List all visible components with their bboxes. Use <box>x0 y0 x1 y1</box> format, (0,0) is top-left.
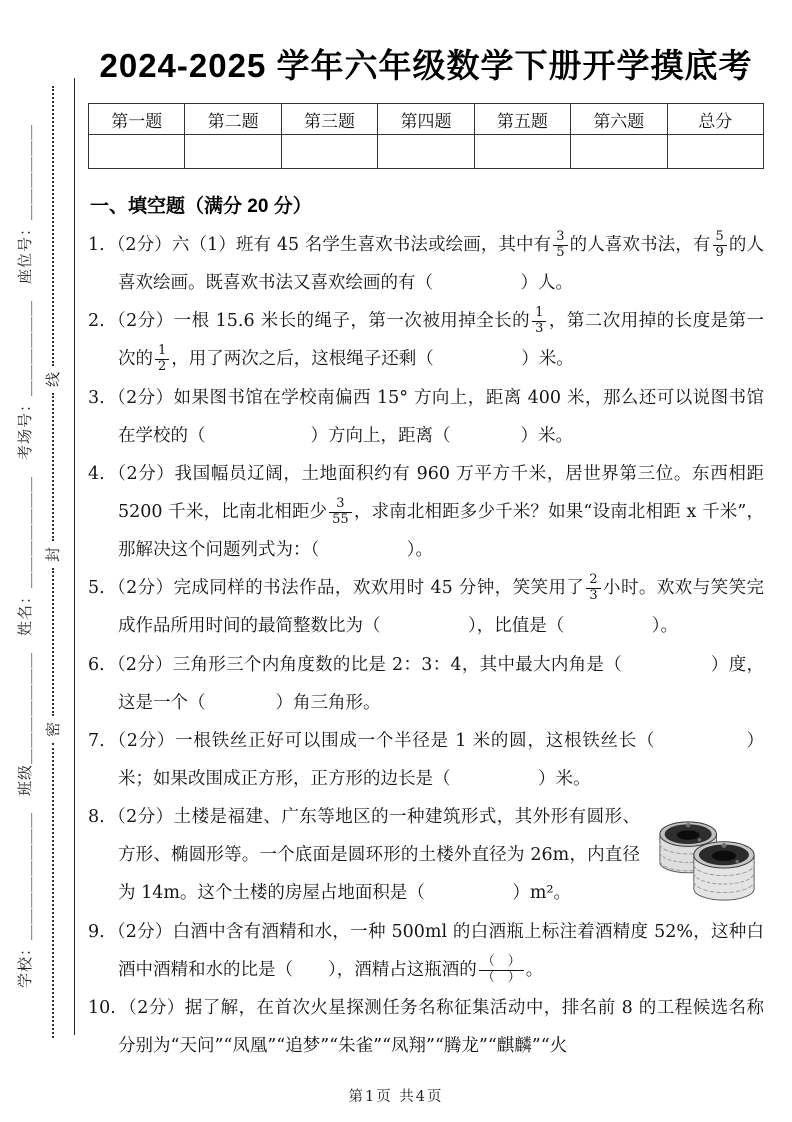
score-cell <box>667 135 763 169</box>
score-header-q6: 第六题 <box>571 104 667 135</box>
fraction: $\frac{3}{55}$ <box>329 497 352 528</box>
score-cell <box>571 135 667 169</box>
score-table <box>88 103 764 169</box>
fraction: $\frac{1}{3}$ <box>532 306 546 337</box>
question-number: 1. <box>88 235 105 255</box>
question-number: 10. <box>88 997 116 1018</box>
questions-list <box>88 226 764 1065</box>
question-7: 7. （2分）一根铁丝正好可以围成一个半径是 1 米的圆，这根铁丝长（ ）米；如果改围成正方形，正方形的边长是（ ）米。 <box>88 730 764 789</box>
score-table-header-row <box>89 104 764 135</box>
tulou-buildings-image <box>650 804 764 902</box>
seal-dotted-segment <box>52 743 54 1038</box>
seal-dotted-segment <box>52 568 54 716</box>
score-cell <box>185 135 281 169</box>
seal-dotted-line <box>44 86 62 1038</box>
seal-char-mi: 密 <box>44 721 63 737</box>
seal-char-feng: 封 <box>44 547 63 563</box>
question-6: 6. （2分）三角形三个内角度数的比是 2：3：4，其中最大内角是（ ）度，这是一个（ ）角三角形。 <box>88 654 764 713</box>
section-heading: 一、填空题（满分 20 分） <box>90 196 312 217</box>
question-5: 5. （2分）完成同样的书法作品，欢欢用时 45 分钟，笑笑用了 $\frac{2}{3}$ 小时。欢欢与笑笑完成作品所用时间的最简整数比为（ ），比值是（ ）。 <box>88 572 764 637</box>
fraction: $\frac{1}{2}$ <box>155 344 169 375</box>
student-info-fields: 学校：＿＿＿＿＿＿＿＿ 班级＿＿＿＿＿＿＿ 姓名：＿＿＿＿＿＿＿ 考场号：＿＿＿＿＿＿ 座位号：＿＿＿＿＿＿ <box>16 123 34 988</box>
question-10: 10. （2分）据了解，在首次火星探测任务名称征集活动中，排名前 8 的工程候选名称分别为“天问”“凤凰”“追梦”“朱雀”“凤翔”“腾龙”“麒麟”“火 <box>88 997 764 1056</box>
score-cell <box>89 135 185 169</box>
tulou-front-tower <box>694 842 754 900</box>
fraction: $\frac{5}{9}$ <box>713 230 727 261</box>
page-title: 2024-2025 学年六年级数学下册开学摸底考 <box>99 47 753 84</box>
score-header-q2: 第二题 <box>185 104 281 135</box>
question-3: 3. （2分）如果图书馆在学校南偏西 15° 方向上，距离 400 米，那么还可以说图书馆在学校的（ ）方向上，距离（ ）米。 <box>88 387 764 446</box>
seal-dotted-segment <box>52 86 54 366</box>
question-number: 4. <box>88 463 105 484</box>
seal-dotted-segment <box>52 393 54 541</box>
score-header-q4: 第四题 <box>378 104 474 135</box>
question-1: 1. （2分）六（1）班有 45 名学生喜欢书法或绘画，其中有 $\frac{3}{5}$ 的人喜欢书法，有 $\frac{5}{9}$ 的人喜欢绘画。既喜欢书法又喜欢绘画的有（ ）人。 <box>88 229 764 294</box>
question-2: 2. （2分）一根 15.6 米长的绳子，第一次被用掉全长的 $\frac{1}{3}$ ，第二次用掉的长度是第一次的 $\frac{1}{2}$ ，用了两次之后，这根绳子还剩（ ）米。 <box>88 305 764 375</box>
question-number: 8. <box>88 807 105 828</box>
score-cell <box>281 135 377 169</box>
fraction: $\frac{3}{5}$ <box>553 230 567 261</box>
question-number: 5. <box>88 578 105 599</box>
score-header-q1: 第一题 <box>89 104 185 135</box>
question-4: 4. （2分）我国幅员辽阔，土地面积约有 960 万平方千米，居世界第三位。东西相距 5200 千米，比南北相距少 $\frac{3}{55}$ ，求南北相距多少千米？如果“设南北相距 x 千米”，那解决这个问题列式为：（ ）。 <box>88 463 764 561</box>
score-cell <box>474 135 570 169</box>
score-header-q3: 第三题 <box>281 104 377 135</box>
question-number: 3. <box>88 387 105 408</box>
question-number: 7. <box>88 730 105 751</box>
question-number: 2. <box>88 311 105 332</box>
question-number: 6. <box>88 654 105 675</box>
score-cell <box>378 135 474 169</box>
question-8: 8. （2分）土楼是福建、广东等地区的一种建筑形式，其外形有圆形、方形、椭圆形等。一个底面是圆环形的土楼外直径为 26m，内直径为 14m。这个土楼的房屋占地面积是（ ）m²。 <box>88 798 764 912</box>
page-number: 第1页 共4页 <box>348 1089 444 1105</box>
fraction: $\frac{2}{3}$ <box>586 573 600 604</box>
margin-border-line <box>74 78 75 1035</box>
question-number: 9. <box>88 921 105 942</box>
score-header-total: 总分 <box>667 104 763 135</box>
fraction: $\frac{( )}{( )}$ <box>479 955 524 986</box>
exam-page <box>88 40 764 1065</box>
score-table-value-row <box>89 135 764 169</box>
question-9: 9. （2分）白酒中含有酒精和水，一种 500ml 的白酒瓶上标注着酒精度 52%，这种白酒中酒精和水的比是（ ），酒精占这瓶酒的 $\frac{( )}{( )}$ 。 <box>88 921 764 985</box>
seal-char-xian: 线 <box>44 372 63 388</box>
score-header-q5: 第五题 <box>474 104 570 135</box>
